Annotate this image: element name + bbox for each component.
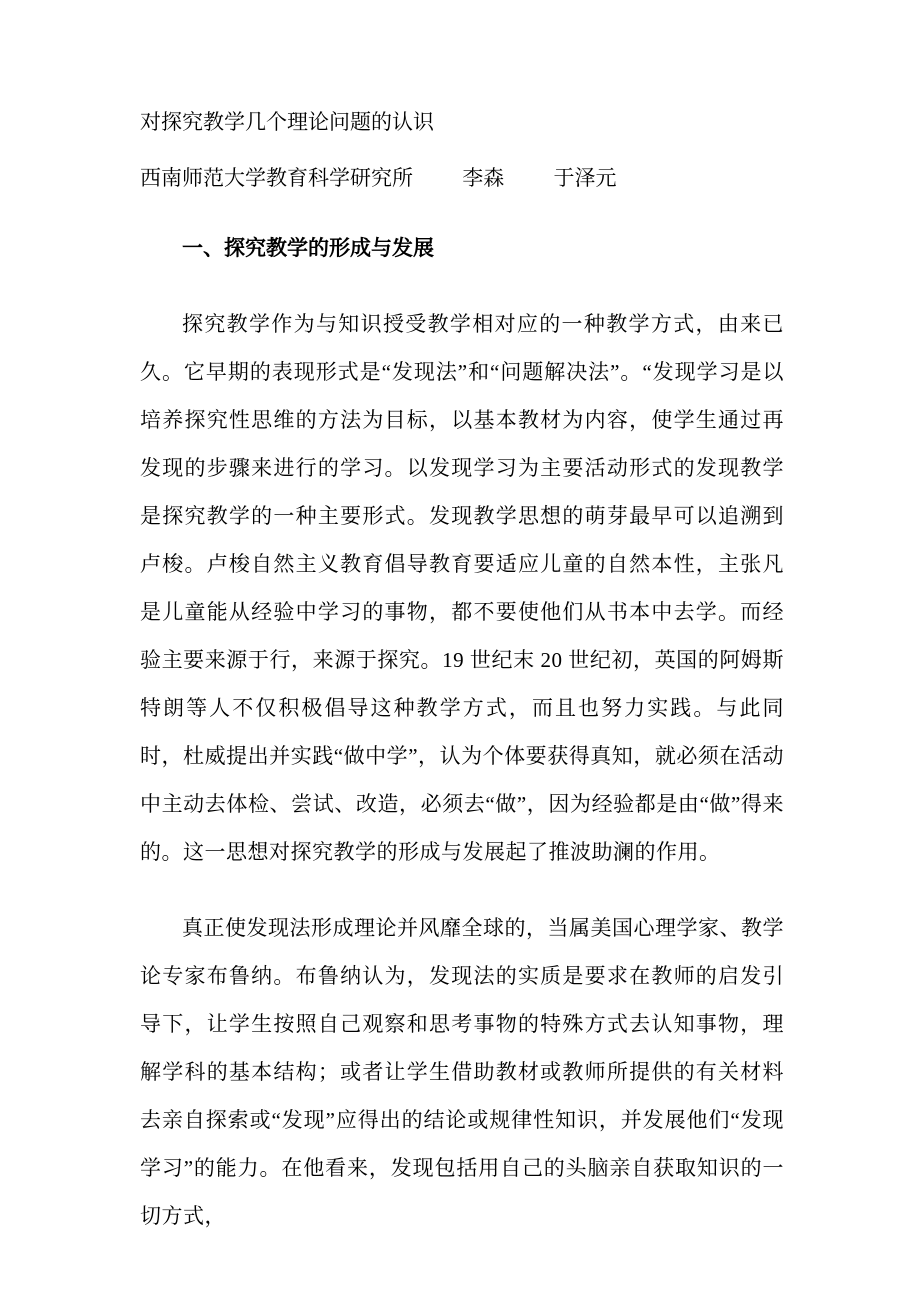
document-byline bbox=[140, 154, 784, 202]
paragraph-1: 探究教学作为与知识授受教学相对应的一种教学方式，由来已久。它早期的表现形式是“发现法”和“问题解决法”。“发现学习是以培养探究性思维的方法为目标，以基本教材为内容，使学生通过再发现的步骤来进行的学习。以发现学习为主要活动形式的发现教学是探究教学的一种主要形式。发现教学思想的萌芽最早可以追溯到卢梭。卢梭自然主义教育倡导教育要适应儿童的自然本性，主张凡是儿童能从经验中学习的事物，都不要使他们从书本中去学。而经验主要来源于行，来源于探究。19 世纪末 20 世纪初，英国的阿姆斯特朗等人不仅积极倡导这种教学方式，而且也努力实践。与此同时，杜威提出并实践“做中学”，认为个体要获得真知，就必须在活动中主动去体检、尝试、改造，必须去“做”，因为经验都是由“做”得来的。这一思想对探究教学的形成与发展起了推波助澜的作用。 bbox=[140, 312, 784, 864]
byline-institution: 西南师范大学教育科学研究所 bbox=[140, 166, 413, 190]
paragraph-2: 真正使发现法形成理论并风靡全球的，当属美国心理学家、教学论专家布鲁纳。布鲁纳认为，发现法的实质是要求在教师的启发引导下，让学生按照自己观察和思考事物的特殊方式去认知事物，理解学科的基本结构；或者让学生借助教材或教师所提供的有关材料去亲自探索或“发现”应得出的结论或规律性知识，并发展他们“发现学习”的能力。在他看来，发现包括用自己的头脑亲自获取知识的一切方式， bbox=[140, 916, 784, 1228]
byline-author-1: 李森 bbox=[462, 166, 505, 190]
document-title: 对探究教学几个理论问题的认识 bbox=[140, 110, 434, 134]
byline-author-2: 于泽元 bbox=[553, 166, 617, 190]
section-heading: 一、探究教学的形成与发展 bbox=[182, 236, 434, 260]
